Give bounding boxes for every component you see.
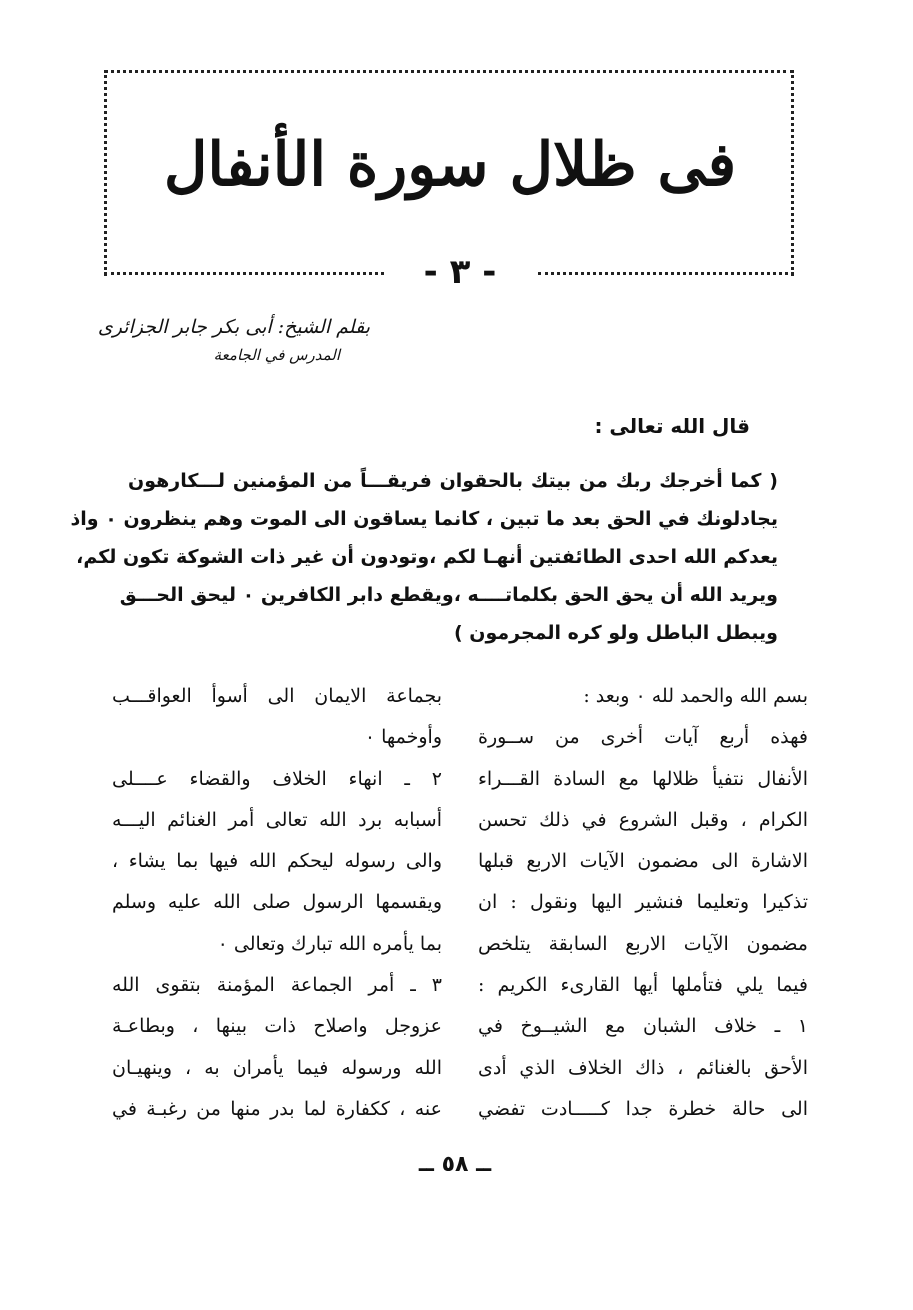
column-line: بما يأمره الله تبارك وتعالى ٠: [217, 932, 442, 955]
column-line: والى رسوله ليحكم الله فيها بما يشاء ،: [112, 850, 442, 873]
verse-intro: قال الله تعالى :: [594, 414, 750, 438]
verse-line: يجادلونك في الحق بعد ما تبين ، كانما يساقون الى الموت وهم ينظرون ٠ واذ: [70, 508, 778, 530]
page-number: ــ ٥٨ ــ: [418, 1152, 492, 1177]
column-line: ١ ـ خلاف الشبان مع الشيــوخ في: [478, 1015, 808, 1038]
left-column: [112, 676, 442, 1130]
title-frame-bottom-left: [104, 272, 384, 275]
right-column: [478, 676, 808, 1130]
column-line: بجماعة الايمان الى أسوأ العواقـــب: [112, 685, 442, 707]
verse-line: ويريد الله أن يحق الحق بكلماتــــه ،ويقطع دابر الكافرين ٠ ليحق الحـــق: [119, 584, 778, 606]
column-line: عزوجل واصلاح ذات بينها ، وبطاعـة: [112, 1015, 442, 1038]
verse-line: ويبطل الباطل ولو كره المجرمون ): [453, 622, 778, 644]
author-role: المدرس في الجامعة: [213, 346, 340, 364]
column-line: بسم الله والحمد لله ٠ وبعد :: [583, 685, 808, 707]
author-name: بقلم الشيخ: أبى بكر جابر الجزائرى: [97, 316, 370, 338]
column-line: فهذه أربع آيات أخرى من ســورة: [478, 726, 808, 749]
column-line: الأحق بالغنائم ، ذاك الخلاف الذي أدى: [478, 1056, 808, 1079]
part-number: - ٣ -: [423, 252, 497, 292]
column-line: الله ورسوله فيما يأمران به ، وينهيـان: [112, 1056, 442, 1079]
column-line: تذكيرا وتعليما فنشير اليها ونقول : ان: [478, 891, 808, 914]
column-line: فيما يلي فتأملها أيها القارىء الكريم :: [478, 974, 808, 997]
page-title: فى ظلال سورة الأنفال: [163, 130, 737, 200]
column-line: أسبابه برد الله تعالى أمر الغنائم اليـــه: [112, 808, 442, 831]
verse-line: ( كما أخرجك ربك من بيتك بالحقوان فريقـــاً من المؤمنين لـــكارهون: [128, 470, 778, 492]
column-line: الاشارة الى مضمون الآيات الاربع قبلها: [478, 850, 808, 873]
column-line: ويقسمها الرسول صلى الله عليه وسلم: [112, 891, 442, 914]
column-line: الكرام ، وقبل الشروع في ذلك تحسن: [478, 808, 808, 831]
verse-line: يعدكم الله احدى الطائفتين أنهـا لكم ،وتودون أن غير ذات الشوكة تكون لكم،: [76, 546, 778, 568]
column-line: الى حالة خطرة جدا كـــــادت تفضي: [478, 1097, 808, 1120]
column-line: وأوخمها ٠: [364, 726, 442, 749]
author-block: [97, 312, 370, 368]
title-frame-bottom-right: [538, 272, 794, 275]
column-line: مضمون الآيات الاربع السابقة يتلخص: [478, 932, 808, 955]
column-line: الأنفال نتفيأ ظلالها مع السادة القـــراء: [478, 767, 808, 790]
column-line: ٢ ـ انهاء الخلاف والقضاء عــــلى: [112, 767, 442, 790]
quran-verse: [70, 462, 778, 652]
column-line: ٣ ـ أمر الجماعة المؤمنة بتقوى الله: [112, 974, 442, 997]
column-line: عنه ، ككفارة لما بدر منها من رغبـة في: [112, 1097, 442, 1120]
